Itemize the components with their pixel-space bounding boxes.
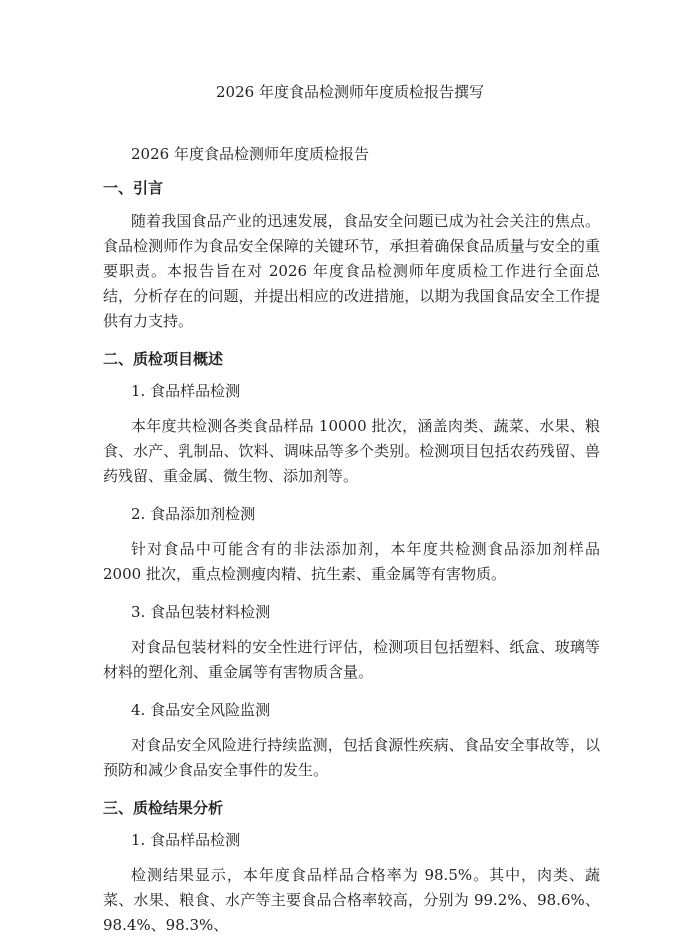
subheading-risk-monitoring: 4. 食品安全风险监测 (131, 701, 271, 719)
document-title: 2026 年度食品检测师年度质检报告撰写 (216, 83, 484, 101)
paragraph-additive-testing: 针对食品中可能含有的非法添加剂，本年度共检测食品添加剂样品 2000 批次，重点检测瘦肉精、抗生素、重金属等有害物质。 (103, 540, 600, 583)
paragraph-introduction: 随着我国食品产业的迅速发展，食品安全问题已成为社会关注的焦点。食品检测师作为食品安全保障的关键环节，承担着确保食品质量与安全的重要职责。本报告旨在对 2026 年度食品检测师年度质检工作进行全面总结，分析存在的问题，并提出相应的改进措施，以期为我国食品安全工作提供有力支持。 (103, 212, 600, 330)
subheading-food-sample-testing: 1. 食品样品检测 (131, 382, 241, 400)
report-subtitle: 2026 年度食品检测师年度质检报告 (131, 145, 369, 163)
subheading-packaging-testing: 3. 食品包装材料检测 (131, 603, 271, 621)
subheading-results-food-sample: 1. 食品样品检测 (131, 831, 241, 849)
document-body (103, 143, 600, 952)
paragraph-packaging-testing: 对食品包装材料的安全性进行评估，检测项目包括塑料、纸盒、玻璃等材料的塑化剂、重金属等有害物质含量。 (103, 638, 600, 681)
section-heading-introduction: 一、引言 (103, 179, 164, 197)
section-heading-project-overview: 二、质检项目概述 (103, 350, 224, 368)
subheading-additive-testing: 2. 食品添加剂检测 (131, 505, 256, 523)
paragraph-results-food-sample: 检测结果显示，本年度食品样品合格率为 98.5%。其中，肉类、蔬菜、水果、粮食、水产等主要食品合格率较高，分别为 99.2%、98.6%、98.4%、98.3%、 (103, 866, 600, 934)
section-heading-results-analysis: 三、质检结果分析 (103, 799, 224, 817)
paragraph-risk-monitoring: 对食品安全风险进行持续监测，包括食源性疾病、食品安全事故等，以预防和减少食品安全事件的发生。 (103, 736, 600, 779)
paragraph-food-sample-testing: 本年度共检测各类食品样品 10000 批次，涵盖肉类、蔬菜、水果、粮食、水产、乳制品、饮料、调味品等多个类别。检测项目包括农药残留、兽药残留、重金属、微生物、添加剂等。 (103, 417, 600, 485)
